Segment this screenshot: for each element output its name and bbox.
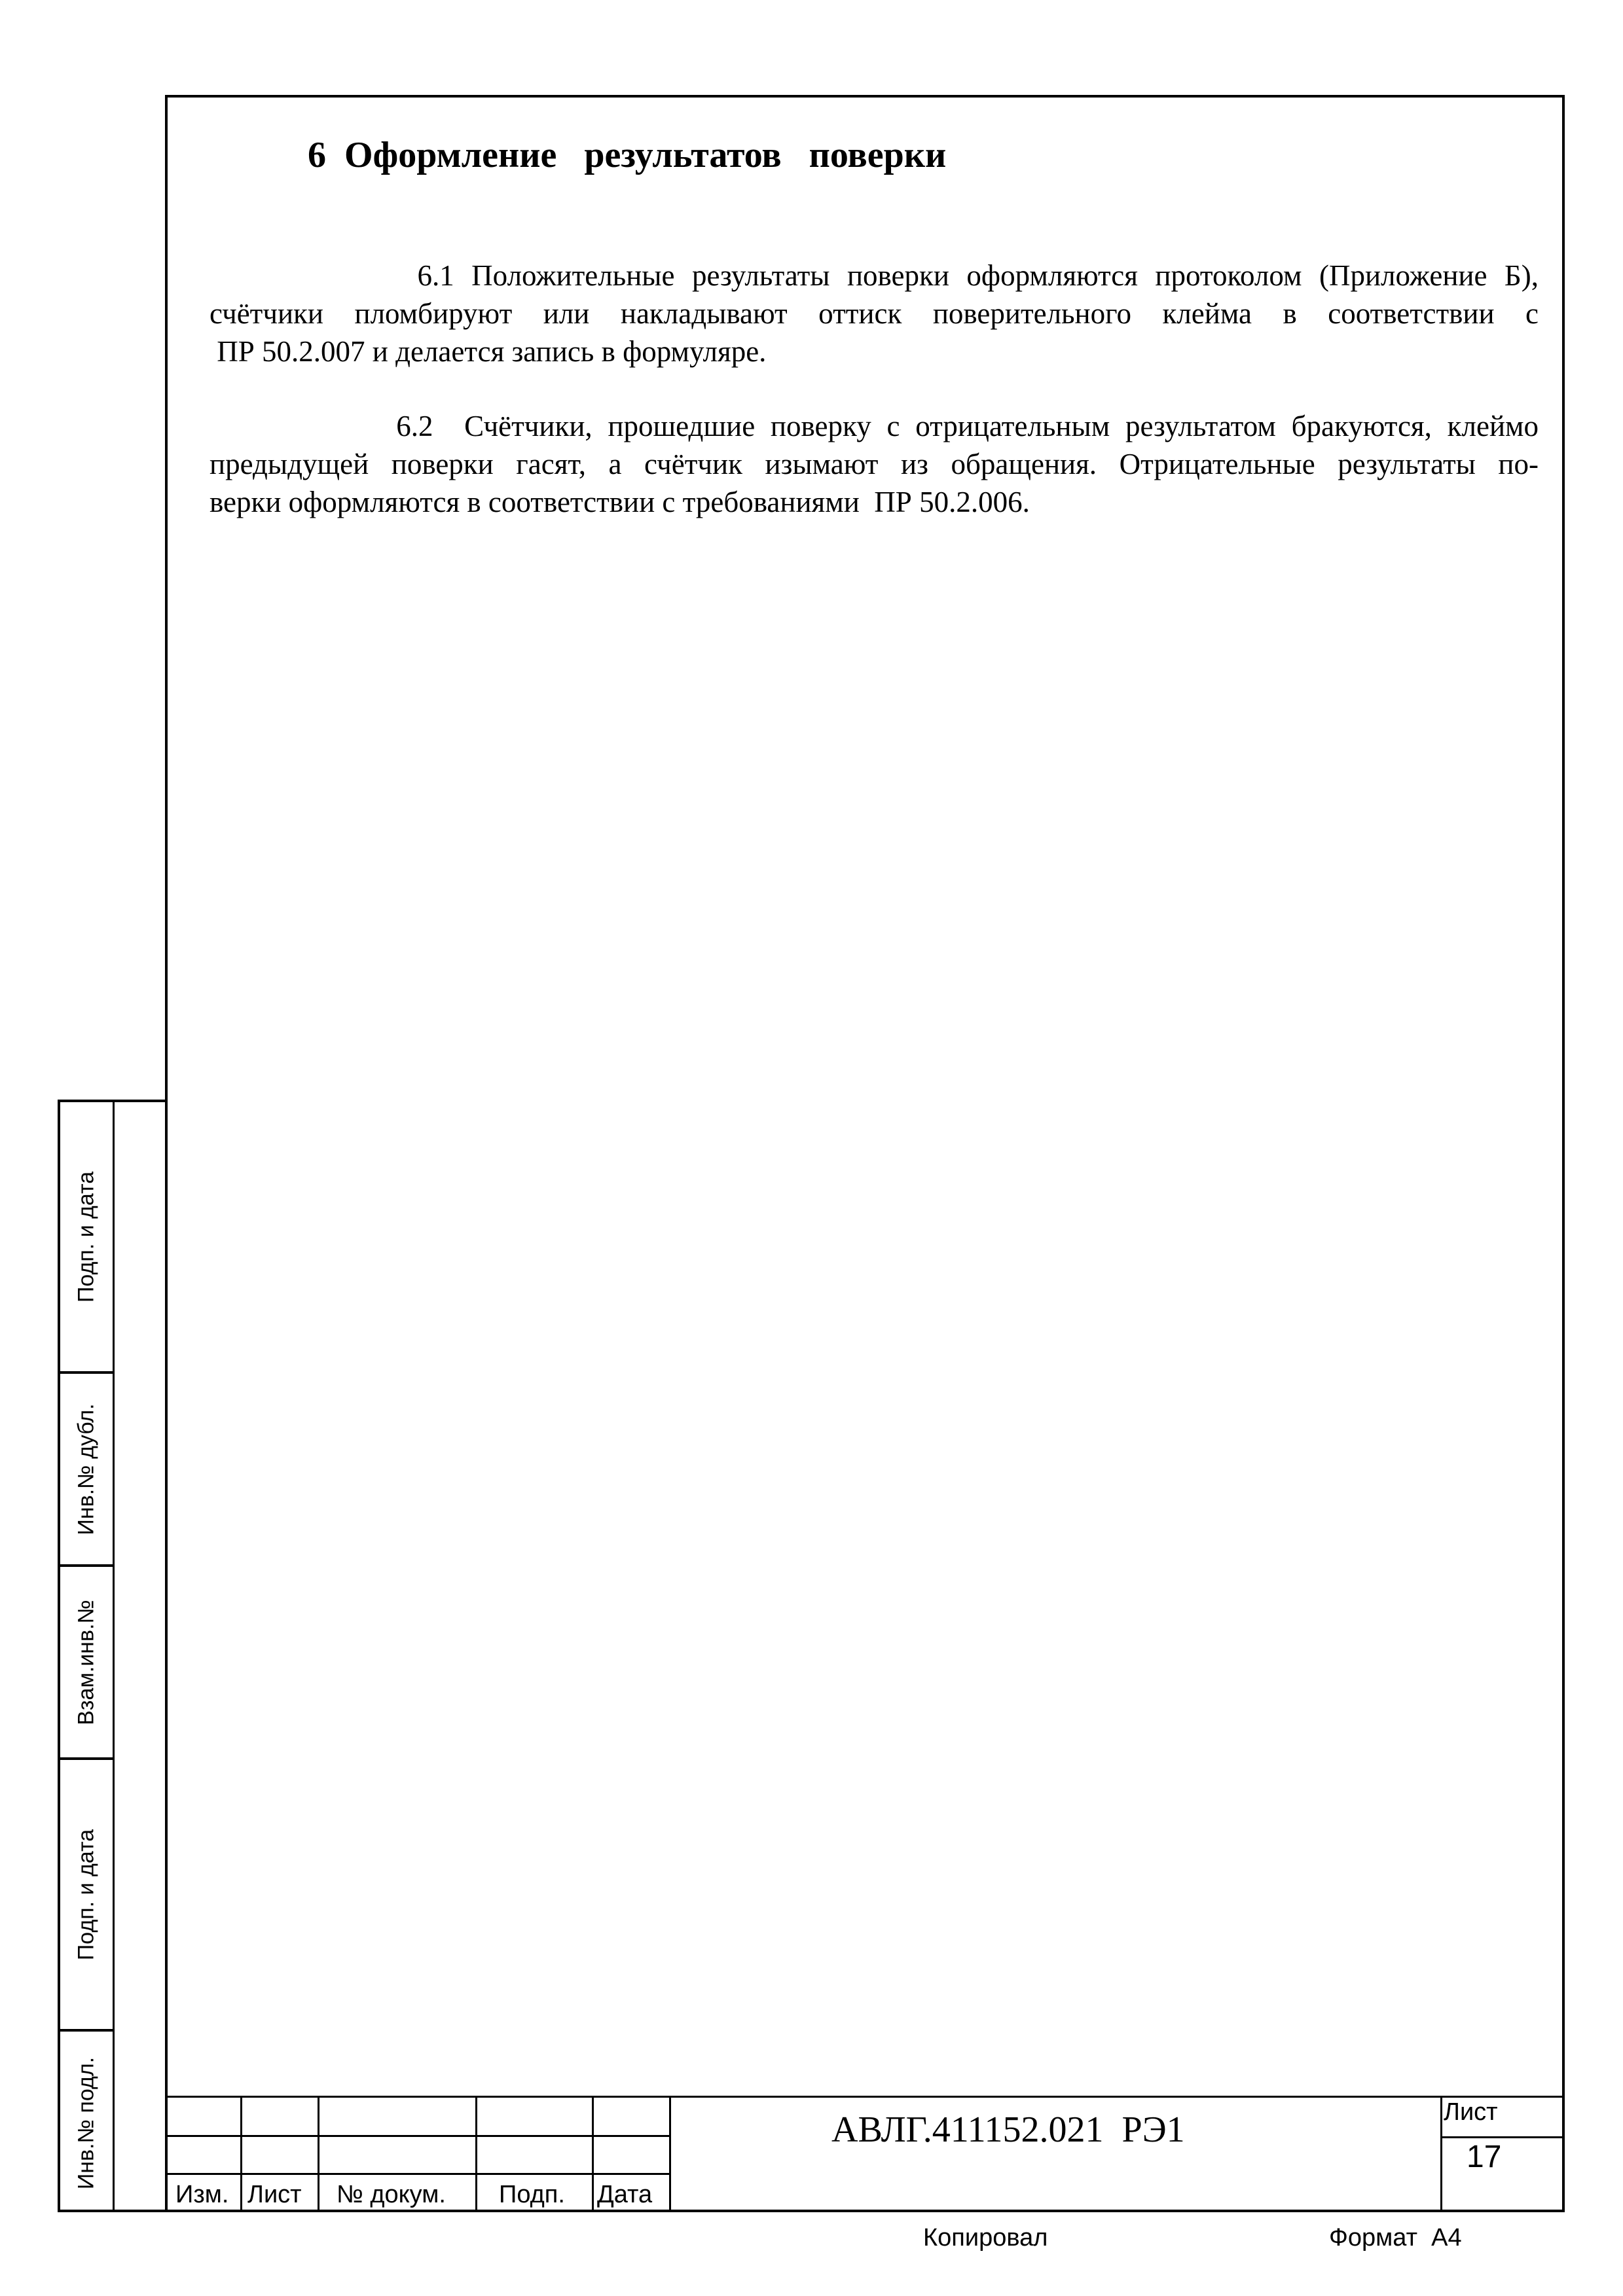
paragraph-line: 6.2 Счётчики, прошедшие поверку с отрицательным результатом бракуются, клеймо — [210, 410, 1539, 442]
side-stamp-strip — [58, 1100, 168, 2212]
footer-format: Формат А4 — [1329, 2224, 1462, 2251]
side-cell-vzam-inv — [60, 1567, 113, 1760]
side-label: Подп. и дата — [73, 1829, 99, 1960]
title-block-col-line — [318, 2096, 319, 2212]
title-block-row-line — [1440, 2136, 1565, 2138]
column-label-izm: Изм. — [175, 2181, 229, 2208]
paragraph-line: верки оформляются в соответствии с требованиями ПР 50.2.006. — [210, 486, 1030, 518]
title-block-col-line — [1440, 2096, 1442, 2212]
side-label: Подп. и дата — [73, 1171, 99, 1302]
paragraph-6-2 — [210, 407, 1539, 521]
paragraph-line: ПР 50.2.007 и делается запись в формуляре. — [210, 335, 767, 368]
side-label: Взам.инв.№ — [73, 1599, 99, 1725]
column-label-date: Дата — [597, 2181, 653, 2208]
document-number: АВЛГ.411152.021 РЭ1 — [831, 2109, 1185, 2150]
side-label: Инв.№ подл. — [73, 2056, 99, 2190]
column-label-list: Лист — [247, 2181, 302, 2208]
side-cell-signature-date-2 — [60, 1760, 113, 2032]
title-block-col-line — [475, 2096, 477, 2212]
sheet-number: 17 — [1467, 2140, 1502, 2174]
paragraph-line: 6.1 Положительные результаты поверки оформляются протоколом (Приложение Б), — [210, 259, 1539, 292]
paragraph-line: счётчики пломбируют или накладывают оттиск поверительного клейма в соответствии с — [210, 297, 1539, 330]
side-strip-divider — [113, 1102, 115, 2210]
title-block-col-line — [592, 2096, 594, 2212]
side-cell-inv-dubl — [60, 1374, 113, 1567]
side-cell-signature-date-1 — [60, 1102, 113, 1374]
footer-copied: Копировал — [923, 2224, 1048, 2251]
sheet-label: Лист — [1444, 2098, 1498, 2126]
side-cell-inv-podl — [60, 2032, 113, 2215]
title-block-col-line — [240, 2096, 242, 2212]
section-heading: 6 Оформление результатов поверки — [308, 135, 947, 175]
column-label-doc-number: № докум. — [337, 2181, 446, 2208]
title-block-top-line — [165, 2096, 1565, 2098]
paragraph-line: предыдущей поверки гасят, а счётчик изымают из обращения. Отрицательные результаты по- — [210, 448, 1539, 480]
paragraph-6-1 — [210, 257, 1539, 370]
column-label-signature: Подп. — [499, 2181, 565, 2208]
side-label: Инв.№ дубл. — [73, 1403, 99, 1535]
title-block-col-line — [669, 2096, 671, 2212]
